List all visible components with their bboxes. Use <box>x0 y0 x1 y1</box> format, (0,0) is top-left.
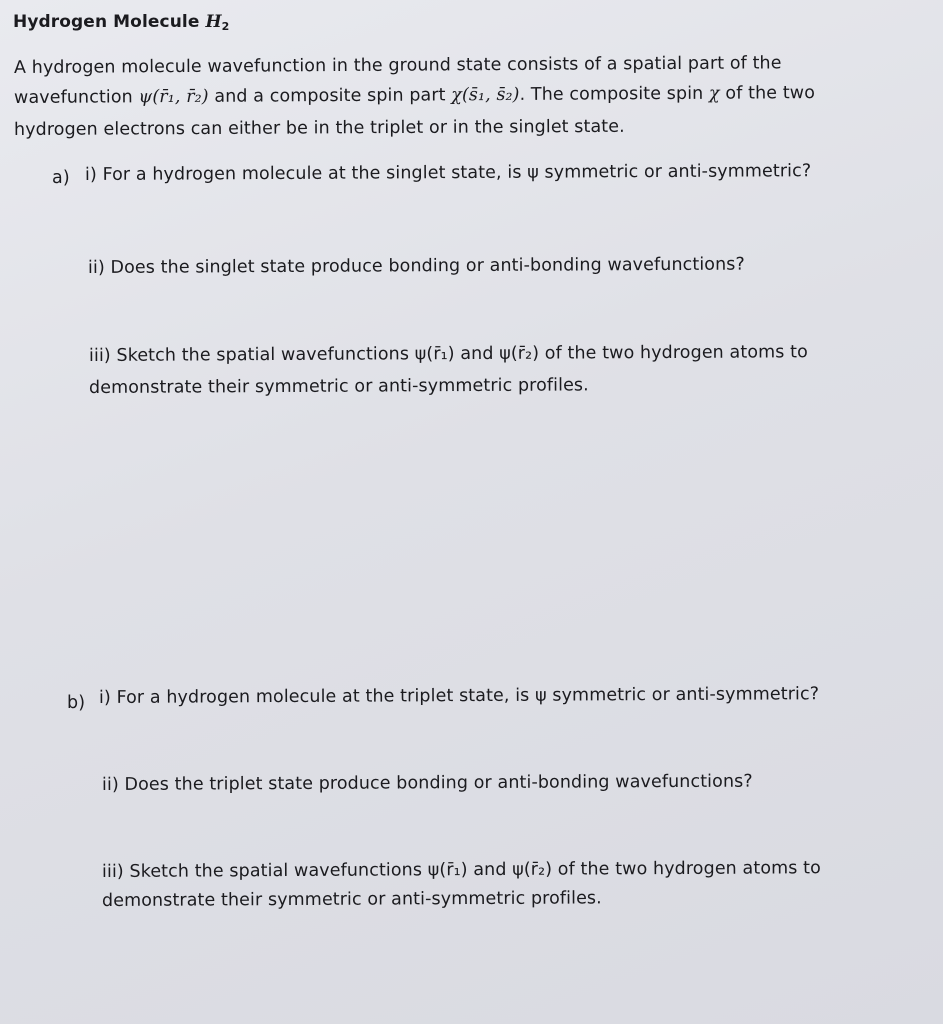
part-b-question-3-line-2: demonstrate their symmetric or anti-symmetric profiles. <box>101 888 602 911</box>
intro-line-2c: . The composite spin <box>519 83 710 105</box>
psi-of-r1-r2: ψ(r̄₁, r̄₂) <box>138 86 209 108</box>
intro-line-2b: and a composite spin part <box>208 85 452 107</box>
part-a-question-3-line-1: iii) Sketch the spatial wavefunctions ψ(r̄₁) and ψ(r̄₂) of the two hydrogen atoms to <box>88 342 808 366</box>
intro-line-2a: wavefunction <box>13 87 139 108</box>
part-b-label: b) <box>67 693 86 713</box>
part-b-question-1: i) For a hydrogen molecule at the triplet state, is ψ symmetric or anti-symmetric? <box>98 684 820 708</box>
title-symbol: H <box>205 12 222 32</box>
chi-of-s1-s2: χ(s̄₁, s̄₂) <box>451 84 520 106</box>
title-subscript: 2 <box>221 20 230 33</box>
title-text: Hydrogen Molecule <box>13 12 206 32</box>
intro-line-3: hydrogen electrons can either be in the triplet or in the singlet state. <box>13 116 625 140</box>
intro-line-1: A hydrogen molecule wavefunction in the ground state consists of a spatial part of the <box>13 53 782 78</box>
chi-symbol: χ <box>708 83 720 104</box>
intro-line-2 <box>14 83 815 108</box>
part-b-question-2: ii) Does the triplet state produce bonding or anti-bonding wavefunctions? <box>101 771 753 795</box>
part-a-question-3-line-2: demonstrate their symmetric or anti-symmetric profiles. <box>88 375 589 398</box>
part-a-question-2: ii) Does the singlet state produce bonding or anti-bonding wavefunctions? <box>87 254 745 278</box>
intro-line-2d: of the two <box>719 83 816 104</box>
page-title <box>13 12 229 32</box>
part-b-question-3-line-1: iii) Sketch the spatial wavefunctions ψ(r̄₁) and ψ(r̄₂) of the two hydrogen atoms to <box>101 858 821 882</box>
part-a-label: a) <box>52 168 70 188</box>
part-a-question-1: i) For a hydrogen molecule at the singlet state, is ψ symmetric or anti-symmetric? <box>84 161 812 185</box>
